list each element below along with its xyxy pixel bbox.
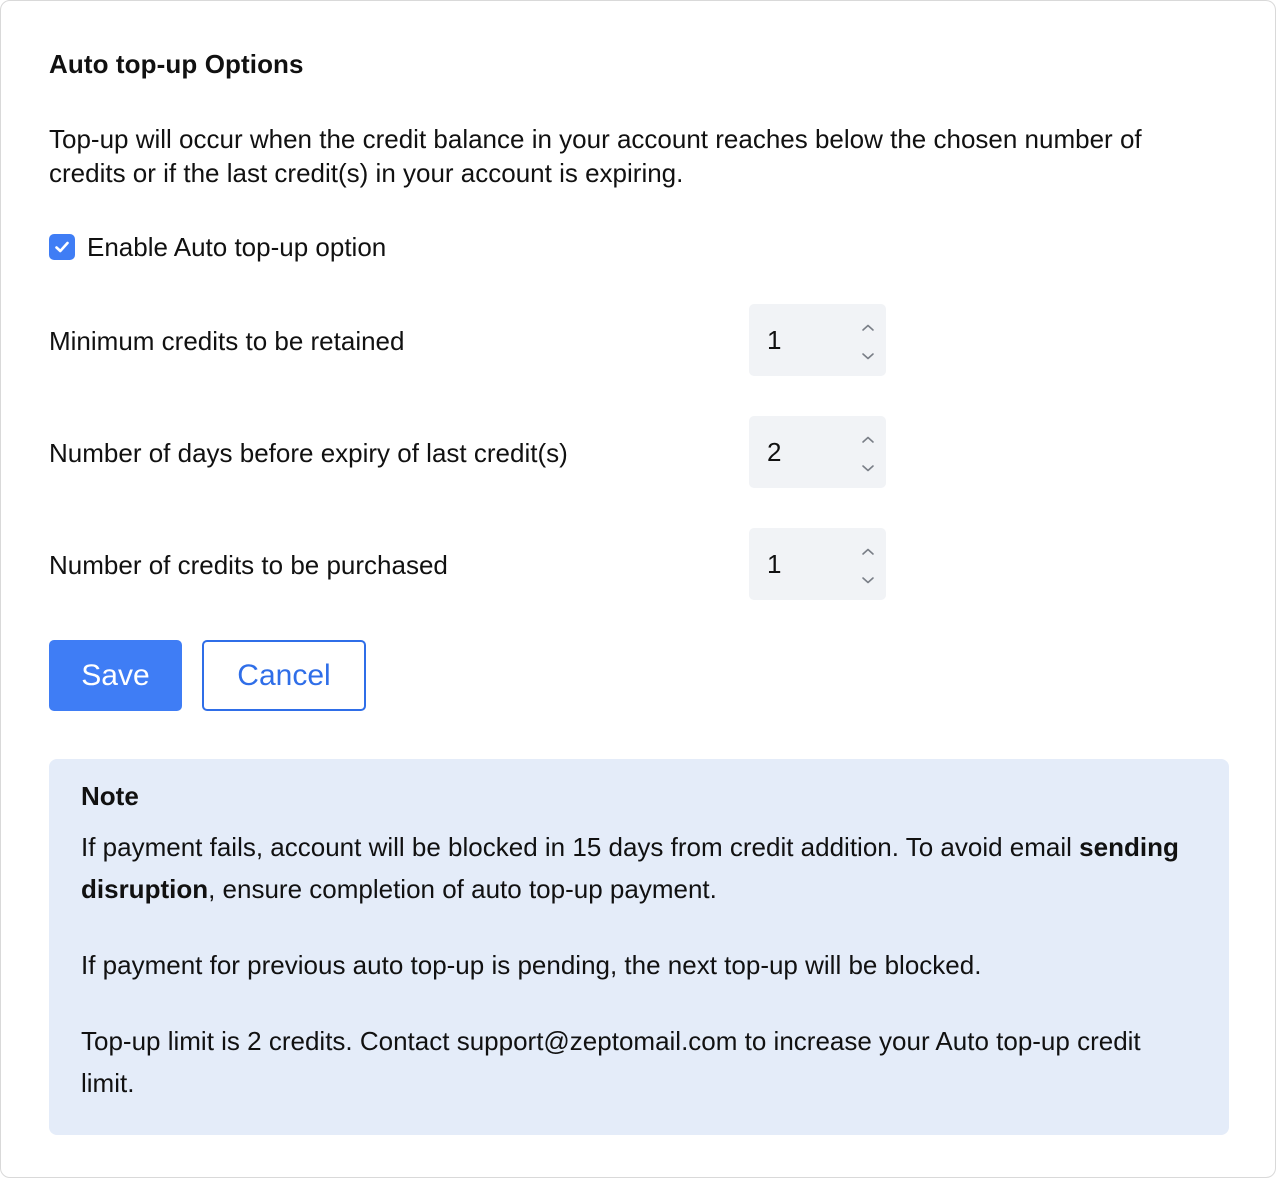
dialog-title: Auto top-up Options [49, 49, 304, 79]
note-p1-start: If payment fails, account will be blocked in 15 days from credit addition. To avoid email [81, 832, 1080, 862]
note-pending-text: If payment for previous auto top-up is pending, the next top-up will be blocked. [81, 950, 982, 980]
chevron-up-icon[interactable] [858, 430, 878, 450]
description-text: Top-up will occur when the credit balance in your account reaches below the chosen number of credits or if the last credit(s) in your account is expiring. [49, 124, 1142, 188]
enable-auto-topup-label: Enable Auto top-up option [87, 231, 387, 262]
chevron-down-icon[interactable] [858, 346, 878, 366]
chevron-down-icon[interactable] [858, 458, 878, 478]
checkmark-icon [53, 238, 71, 256]
save-button[interactable]: Save [49, 640, 182, 711]
chevron-down-icon[interactable] [858, 570, 878, 590]
note-p1-end: , ensure completion of auto top-up payment. [208, 874, 717, 904]
enable-auto-topup-row[interactable] [49, 230, 386, 264]
note-payment-fail-text [81, 826, 1181, 910]
note-p1-bold: sending disruption [81, 832, 1179, 904]
expiry-days-label: Number of days before expiry of last credit(s) [49, 438, 568, 468]
note-title: Note [81, 781, 139, 811]
min-credits-stepper[interactable] [749, 304, 886, 376]
note-limit-text: Top-up limit is 2 credits. Contact support@zeptomail.com to increase your Auto top-up credit limit. [81, 1026, 1141, 1098]
min-credits-value[interactable]: 1 [767, 325, 782, 355]
chevron-up-icon[interactable] [858, 542, 878, 562]
chevron-up-icon[interactable] [858, 318, 878, 338]
expiry-days-value[interactable]: 2 [767, 437, 782, 467]
min-credits-label: Minimum credits to be retained [49, 326, 405, 356]
enable-auto-topup-checkbox[interactable] [49, 234, 75, 260]
credits-purchased-value[interactable]: 1 [767, 549, 782, 579]
cancel-button[interactable]: Cancel [202, 640, 366, 711]
expiry-days-stepper[interactable] [749, 416, 886, 488]
credits-purchased-stepper[interactable] [749, 528, 886, 600]
credits-purchased-label: Number of credits to be purchased [49, 550, 448, 580]
note-panel [49, 759, 1229, 1135]
